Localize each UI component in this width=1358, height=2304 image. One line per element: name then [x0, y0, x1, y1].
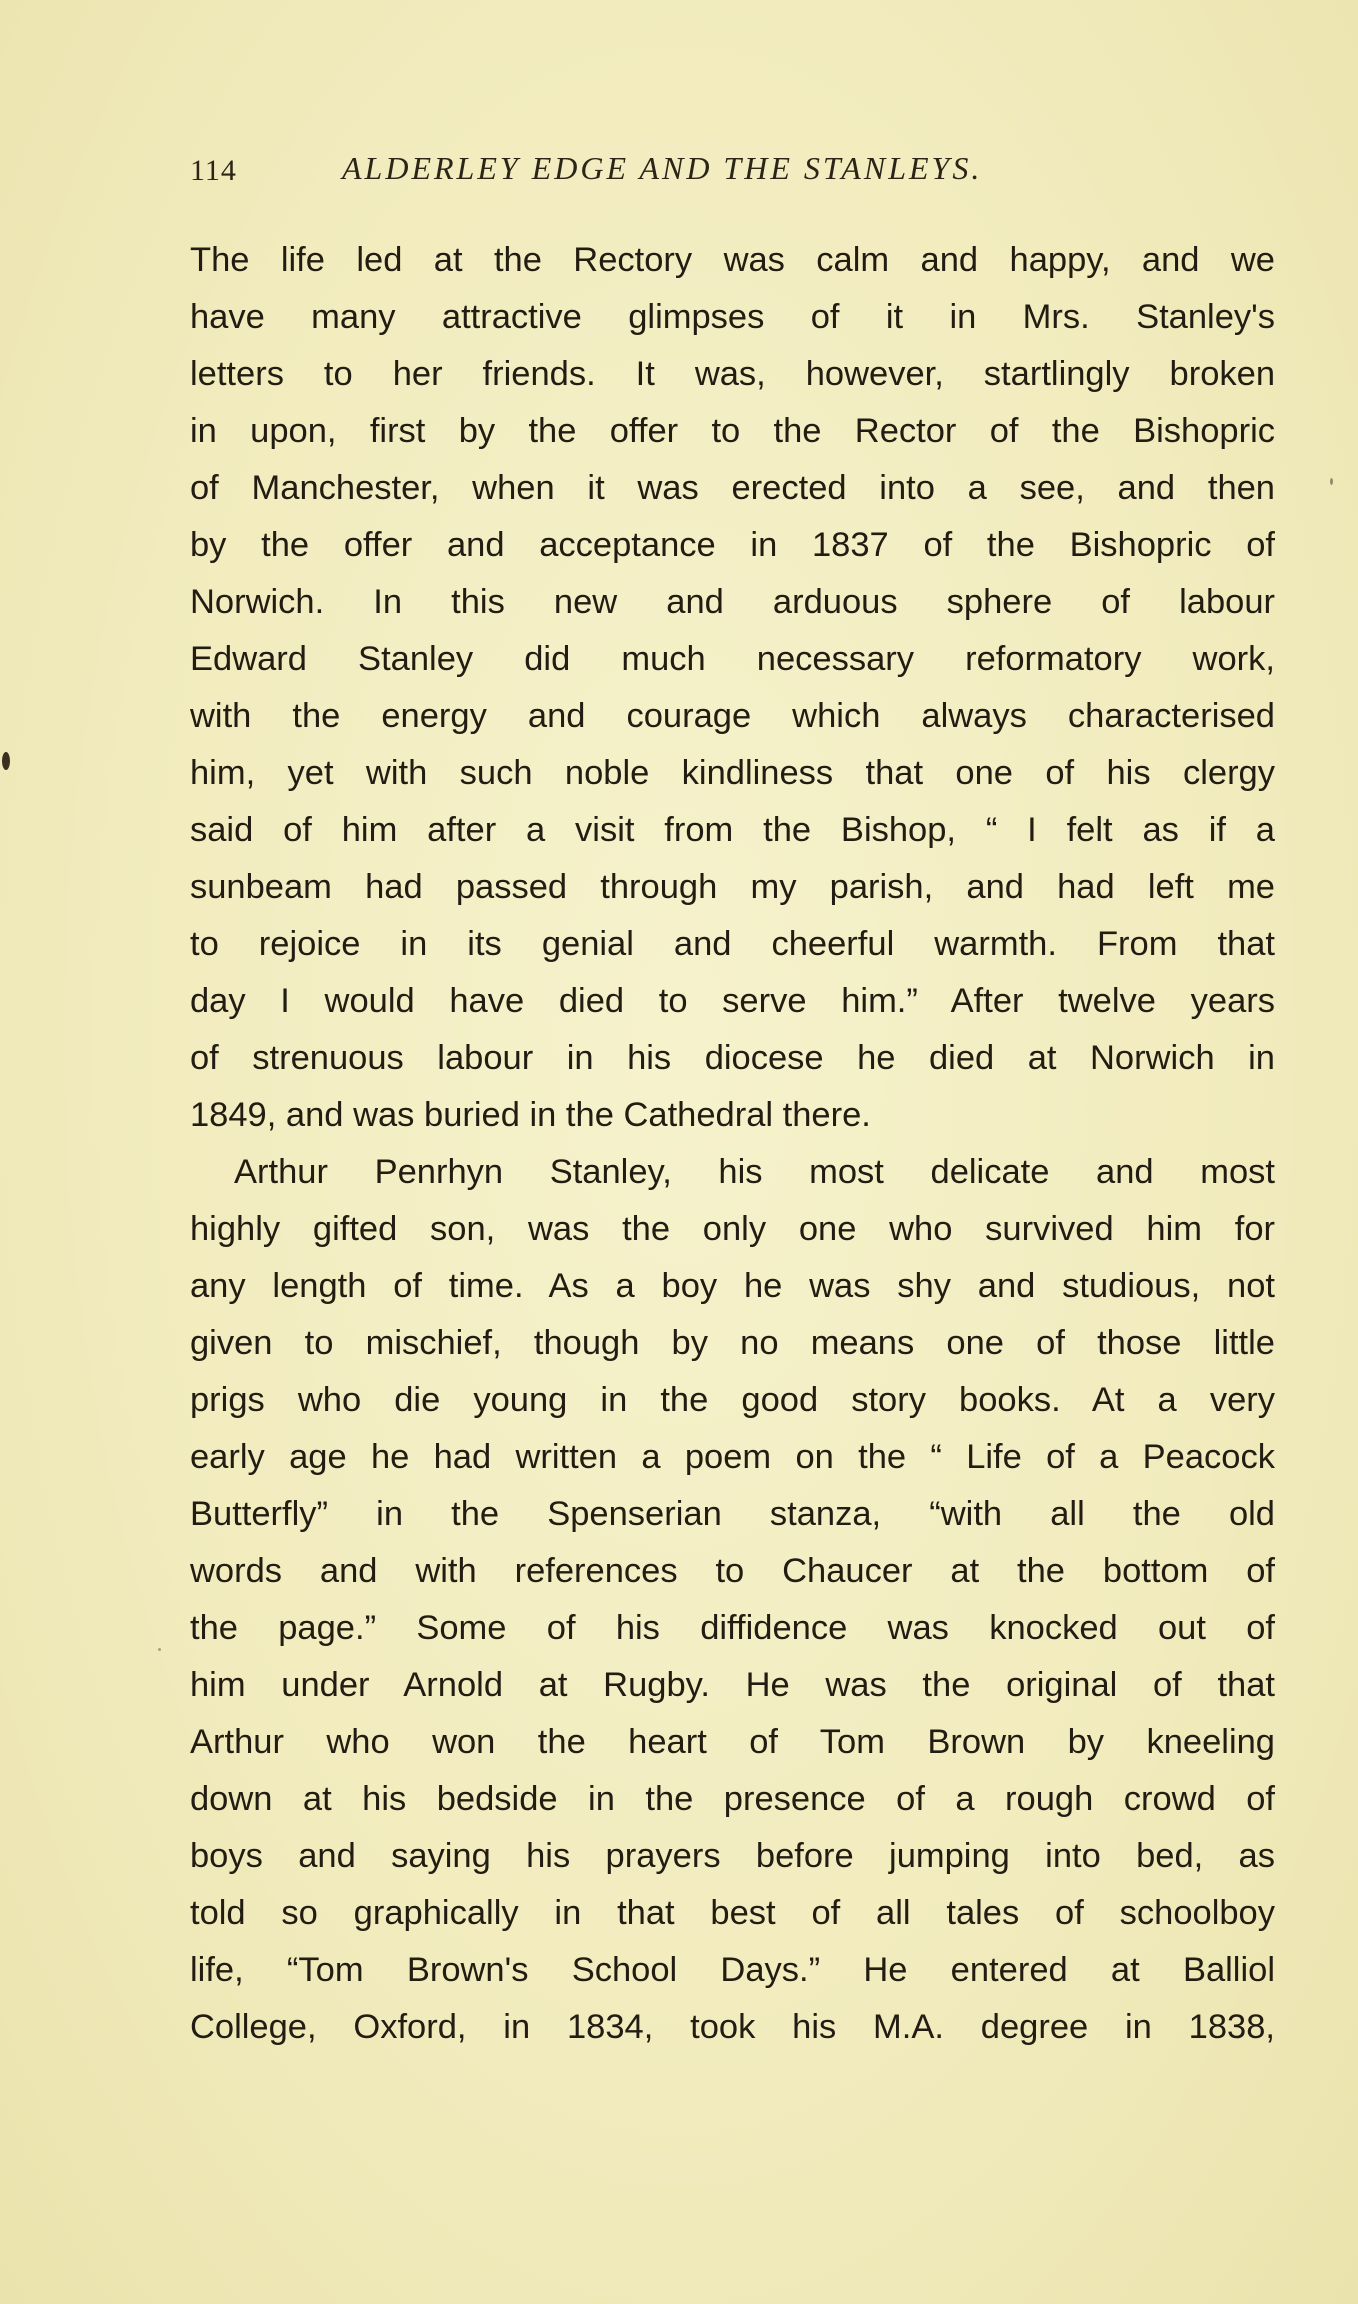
text-line: any length of time. As a boy he was shy and studious, not [190, 1267, 1275, 1305]
text-line: given to mischief, though by no means one of those little [190, 1324, 1275, 1362]
text-line: Arthur who won the heart of Tom Brown by kneeling [190, 1723, 1275, 1761]
text-line: down at his bedside in the presence of a rough crowd of [190, 1780, 1275, 1818]
text-line: with the energy and courage which always characterised [190, 697, 1275, 735]
text-line: Edward Stanley did much necessary reformatory work, [190, 640, 1275, 678]
text-line: College, Oxford, in 1834, took his M.A. degree in 1838, [190, 2008, 1275, 2046]
text-line: the page.” Some of his diffidence was knocked out of [190, 1609, 1275, 1647]
text-line: highly gifted son, was the only one who survived him for [190, 1210, 1275, 1248]
running-title: ALDERLEY EDGE AND THE STANLEYS. [342, 150, 983, 186]
text-line: early age he had written a poem on the “ Life of a Peacock [190, 1438, 1275, 1476]
paper-speck [158, 1648, 161, 1651]
text-line: prigs who die young in the good story books. At a very [190, 1381, 1275, 1419]
text-line: The life led at the Rectory was calm and happy, and we [190, 241, 1275, 279]
text-line: of Manchester, when it was erected into a see, and then [190, 469, 1275, 507]
text-line: Norwich. In this new and arduous sphere of labour [190, 583, 1275, 621]
text-line: have many attractive glimpses of it in Mrs. Stanley's [190, 298, 1275, 336]
text-line: him under Arnold at Rugby. He was the original of that [190, 1666, 1275, 1704]
text-line: by the offer and acceptance in 1837 of the Bishopric of [190, 526, 1275, 564]
text-line: of strenuous labour in his diocese he died at Norwich in [190, 1039, 1275, 1077]
running-head [190, 146, 1200, 196]
text-line: words and with references to Chaucer at the bottom of [190, 1552, 1275, 1590]
text-line: told so graphically in that best of all tales of schoolboy [190, 1894, 1275, 1932]
text-line: sunbeam had passed through my parish, and had left me [190, 868, 1275, 906]
text-line: Arthur Penrhyn Stanley, his most delicate and most [234, 1153, 1275, 1191]
text-line: in upon, first by the offer to the Rector of the Bishopric [190, 412, 1275, 450]
paragraph-2 [190, 1144, 1275, 2056]
page-number: 114 [190, 154, 237, 187]
text-line: day I would have died to serve him.” After twelve years [190, 982, 1275, 1020]
text-line: 1849, and was buried in the Cathedral there. [190, 1096, 871, 1134]
paragraph-1 [190, 232, 1275, 1144]
paper-speck [2, 752, 10, 770]
paper-speck [1330, 478, 1333, 485]
text-line: to rejoice in its genial and cheerful warmth. From that [190, 925, 1275, 963]
text-line: Butterfly” in the Spenserian stanza, “with all the old [190, 1495, 1275, 1533]
text-line: boys and saying his prayers before jumping into bed, as [190, 1837, 1275, 1875]
body-text [190, 232, 1275, 2056]
text-line: letters to her friends. It was, however, startlingly broken [190, 355, 1275, 393]
text-line: life, “Tom Brown's School Days.” He entered at Balliol [190, 1951, 1275, 1989]
text-line: him, yet with such noble kindliness that one of his clergy [190, 754, 1275, 792]
text-line: said of him after a visit from the Bishop, “ I felt as if a [190, 811, 1275, 849]
